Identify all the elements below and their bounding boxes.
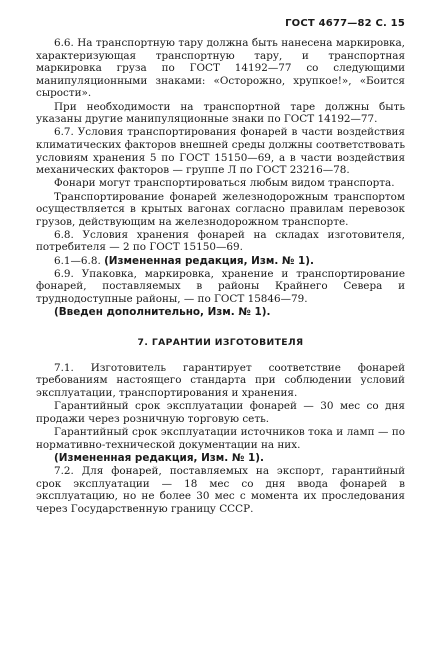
paragraph-6-7-railway: Транспортирование фонарей железнодорожным транспортом осуществляется в крытых вагонах согласно правилам перевозок грузов, действующим на железнодорожном транспорте. xyxy=(36,190,405,228)
paragraph-7-2: 7.2. Для фонарей, поставляемых на экспорт, гарантийный срок эксплуатации — 18 мес со дня ввода фонарей в эксплуатацию, но не более 30 мес с момента их проследования через Государственную границу СССР. xyxy=(36,464,405,515)
paragraph-6-7-transport-any: Фонари могут транспортироваться любым видом транспорта. xyxy=(54,177,395,190)
paragraph-7-1: 7.1. Изготовитель гарантирует соответствие фонарей требованиям настоящего стандарта при соблюдении условий эксплуатации, транспортирования и хранения. xyxy=(36,361,405,399)
amendment-text: (Введен дополнительно, Изм. № 1). xyxy=(54,306,271,319)
paragraph-7-1-warranty-term: Гарантийный срок эксплуатации фонарей — 30 мес со дня продажи через розничную торговую сеть. xyxy=(36,400,405,425)
paragraph-6-6: 6.6. На транспортную тару должна быть нанесена маркировка, характеризующая транспортную тару, и транспортная маркировка груза по ГОСТ 14192—77 со следующими манипуляционными знаками: «Осторожно, хрупкое!», «Боится сырости». xyxy=(36,37,405,100)
paragraph-6-9: 6.9. Упаковка, маркировка, хранение и транспортирование фонарей, поставляемых в районы Крайнего Севера и труднодоступные районы, — по ГОСТ 15846—79. xyxy=(36,267,405,306)
running-head: ГОСТ 4677—82 С. 15 xyxy=(285,18,405,29)
paragraph-6-8: 6.8. Условия хранения фонарей на складах изготовителя, потребителя — 2 по ГОСТ 15150—69. xyxy=(36,228,405,254)
amendment-note-6-9 xyxy=(36,306,405,319)
amendment-note-6-1-6-8 xyxy=(36,255,405,268)
section-7-title: 7. ГАРАНТИИ ИЗГОТОВИТЕЛЯ xyxy=(137,336,304,348)
amendment-text: (Измененная редакция, Изм. № 1). xyxy=(104,254,314,267)
amendment-text: (Измененная редакция, Изм. № 1). xyxy=(54,451,264,464)
amendment-note-7-1 xyxy=(36,452,405,465)
paragraph-6-6-additional: При необходимости на транспортной таре должны быть указаны другие манипуляционные знаки по ГОСТ 14192—77. xyxy=(36,100,405,126)
paragraph-6-7: 6.7. Условия транспортирования фонарей в части воздействия климатических факторов внешней среды должны соответствовать условиям хранения 5 по ГОСТ 15150—69, а в части воздействия механических факторов — группе Л по ГОСТ 23216—78. xyxy=(36,126,405,177)
paragraph-7-1-battery-warranty: Гарантийный срок эксплуатации источников тока и ламп — по нормативно-технической документации на них. xyxy=(36,425,405,451)
amendment-ref: 6.1—6.8. xyxy=(54,254,101,267)
